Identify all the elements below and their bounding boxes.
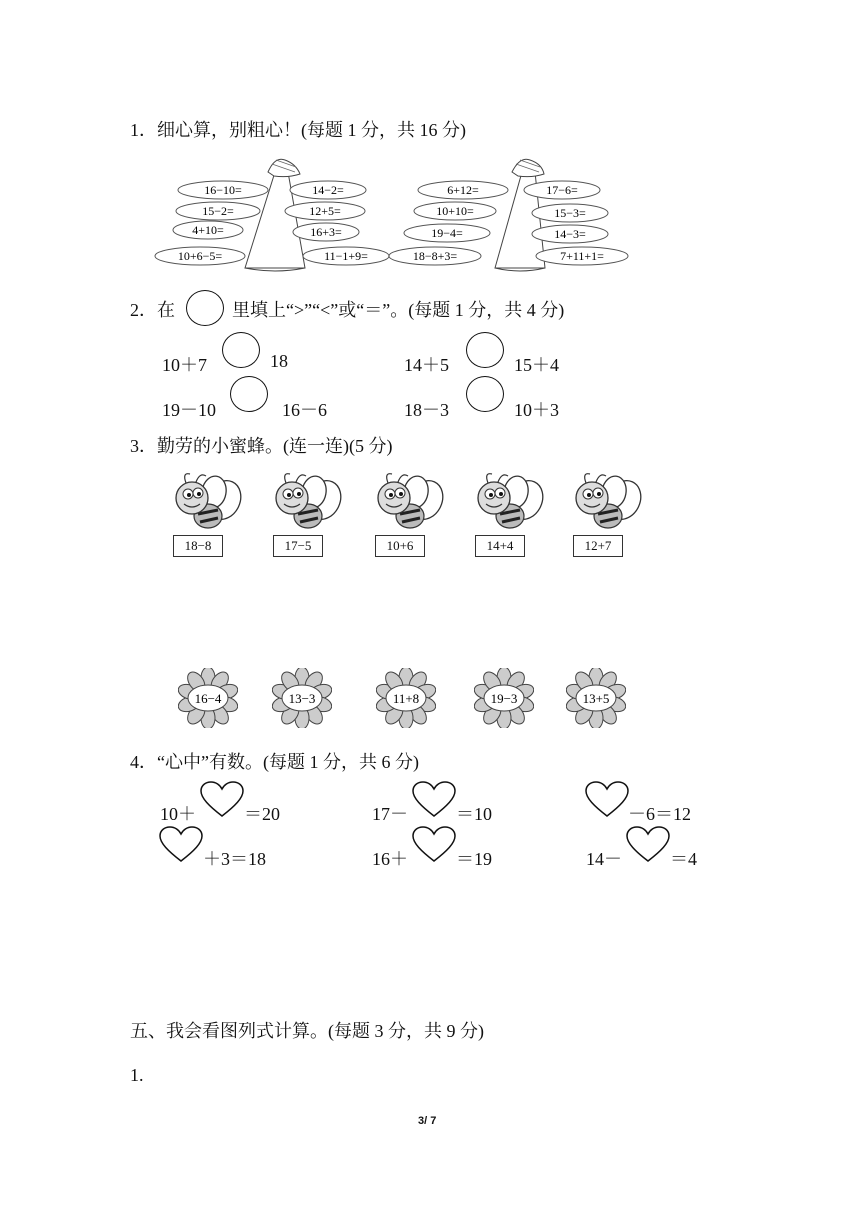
flower-icon bbox=[566, 668, 626, 728]
q4-item-1-before: 10＋ bbox=[160, 804, 196, 824]
left-fan-expression: 16+3= bbox=[310, 225, 342, 239]
q2-item-1-right: 18 bbox=[270, 351, 288, 371]
q2-item-4-answer-circle[interactable] bbox=[466, 376, 504, 412]
left-fan-expression: 12+5= bbox=[309, 204, 341, 218]
heart-icon[interactable] bbox=[199, 780, 245, 820]
flower-card[interactable] bbox=[474, 668, 534, 733]
bee-icon bbox=[472, 470, 546, 532]
bee-icon bbox=[570, 470, 644, 532]
answer-circle-icon bbox=[186, 290, 224, 326]
bee-icon bbox=[372, 470, 446, 532]
bee-expression-box: 17−5 bbox=[273, 535, 323, 557]
q2-item-2-left: 14＋5 bbox=[404, 355, 449, 375]
flower-expression: 16−4 bbox=[194, 691, 222, 706]
q2-item-1-answer-circle[interactable] bbox=[222, 332, 260, 368]
q1-title: 1．细心算，别粗心！(每题 1 分，共 16 分) bbox=[130, 120, 466, 140]
flower-card[interactable] bbox=[178, 668, 238, 733]
right-fan-expression: 10+10= bbox=[436, 204, 474, 218]
q4-item-5-after: ＝19 bbox=[456, 849, 492, 869]
bee-card[interactable] bbox=[570, 470, 644, 537]
heart-icon[interactable] bbox=[584, 780, 630, 820]
peacock-fans-illustration bbox=[150, 150, 650, 275]
q2-item-2-answer-circle[interactable] bbox=[466, 332, 504, 368]
q4-item-1-after: ＝20 bbox=[244, 804, 280, 824]
q4-item-4-after: ＋3＝18 bbox=[203, 849, 266, 869]
section5-sub1: 1. bbox=[130, 1065, 144, 1085]
bee-expression-box: 12+7 bbox=[573, 535, 623, 557]
flower-expression: 13−3 bbox=[288, 691, 316, 706]
bee-icon bbox=[270, 470, 344, 532]
bee-icon bbox=[170, 470, 244, 532]
heart-icon[interactable] bbox=[625, 825, 671, 865]
page-number: 3/ 7 bbox=[418, 1115, 437, 1127]
flower-expression: 19−3 bbox=[490, 691, 518, 706]
q3-title: 3．勤劳的小蜜蜂。(连一连)(5 分) bbox=[130, 436, 393, 456]
flower-icon bbox=[376, 668, 436, 728]
bee-expression-box: 18−8 bbox=[173, 535, 223, 557]
left-fan-expression: 15−2= bbox=[202, 204, 234, 218]
flower-expression: 11+8 bbox=[392, 691, 420, 706]
flower-card[interactable] bbox=[566, 668, 626, 733]
q4-item-6-after: ＝4 bbox=[670, 849, 697, 869]
right-fan-expression: 7+11+1= bbox=[560, 249, 604, 263]
heart-icon[interactable] bbox=[158, 825, 204, 865]
q2-title-prefix: 2．在 bbox=[130, 300, 175, 320]
q4-title: 4．“心中”有数。(每题 1 分，共 6 分) bbox=[130, 752, 419, 772]
flower-icon bbox=[272, 668, 332, 728]
bee-expression-box: 14+4 bbox=[475, 535, 525, 557]
q2-item-2-right: 15＋4 bbox=[514, 355, 559, 375]
q2-item-3-left: 19－10 bbox=[162, 400, 216, 420]
q2-title-suffix: 里填上“>”“<”或“＝”。(每题 1 分，共 4 分) bbox=[232, 300, 565, 320]
section5-title: 五、我会看图列式计算。(每题 3 分，共 9 分) bbox=[130, 1021, 484, 1041]
q2-item-4-right: 10＋3 bbox=[514, 400, 559, 420]
flower-icon bbox=[474, 668, 534, 728]
flower-card[interactable] bbox=[272, 668, 332, 733]
heart-icon[interactable] bbox=[411, 780, 457, 820]
q2-item-4-left: 18－3 bbox=[404, 400, 449, 420]
right-fan-expression: 19−4= bbox=[431, 226, 463, 240]
left-fan-expression: 4+10= bbox=[192, 223, 224, 237]
heart-icon[interactable] bbox=[411, 825, 457, 865]
q4-item-2-after: ＝10 bbox=[456, 804, 492, 824]
q2-item-3-right: 16－6 bbox=[282, 400, 327, 420]
left-fan-expression: 14−2= bbox=[312, 183, 344, 197]
q2-item-3-answer-circle[interactable] bbox=[230, 376, 268, 412]
q4-item-2-before: 17－ bbox=[372, 804, 408, 824]
flower-expression: 13+5 bbox=[582, 691, 610, 706]
left-fan-expression: 11−1+9= bbox=[324, 249, 368, 263]
flower-icon bbox=[178, 668, 238, 728]
q4-item-6-before: 14－ bbox=[586, 849, 622, 869]
bee-card[interactable] bbox=[472, 470, 546, 537]
right-fan-expression: 6+12= bbox=[447, 183, 479, 197]
bee-card[interactable] bbox=[270, 470, 344, 537]
flower-card[interactable] bbox=[376, 668, 436, 733]
bee-card[interactable] bbox=[372, 470, 446, 537]
bee-card[interactable] bbox=[170, 470, 244, 537]
right-fan-expression: 18−8+3= bbox=[412, 249, 458, 263]
q2-item-1-left: 10＋7 bbox=[162, 355, 207, 375]
left-fan-expression: 10+6−5= bbox=[177, 249, 223, 263]
right-fan-expression: 15−3= bbox=[554, 206, 586, 220]
q4-item-3-after: －6＝12 bbox=[628, 804, 691, 824]
right-fan-expression: 17−6= bbox=[546, 183, 578, 197]
right-fan-expression: 14−3= bbox=[554, 227, 586, 241]
q4-item-5-before: 16＋ bbox=[372, 849, 408, 869]
left-fan-expression: 16−10= bbox=[204, 183, 242, 197]
bee-expression-box: 10+6 bbox=[375, 535, 425, 557]
